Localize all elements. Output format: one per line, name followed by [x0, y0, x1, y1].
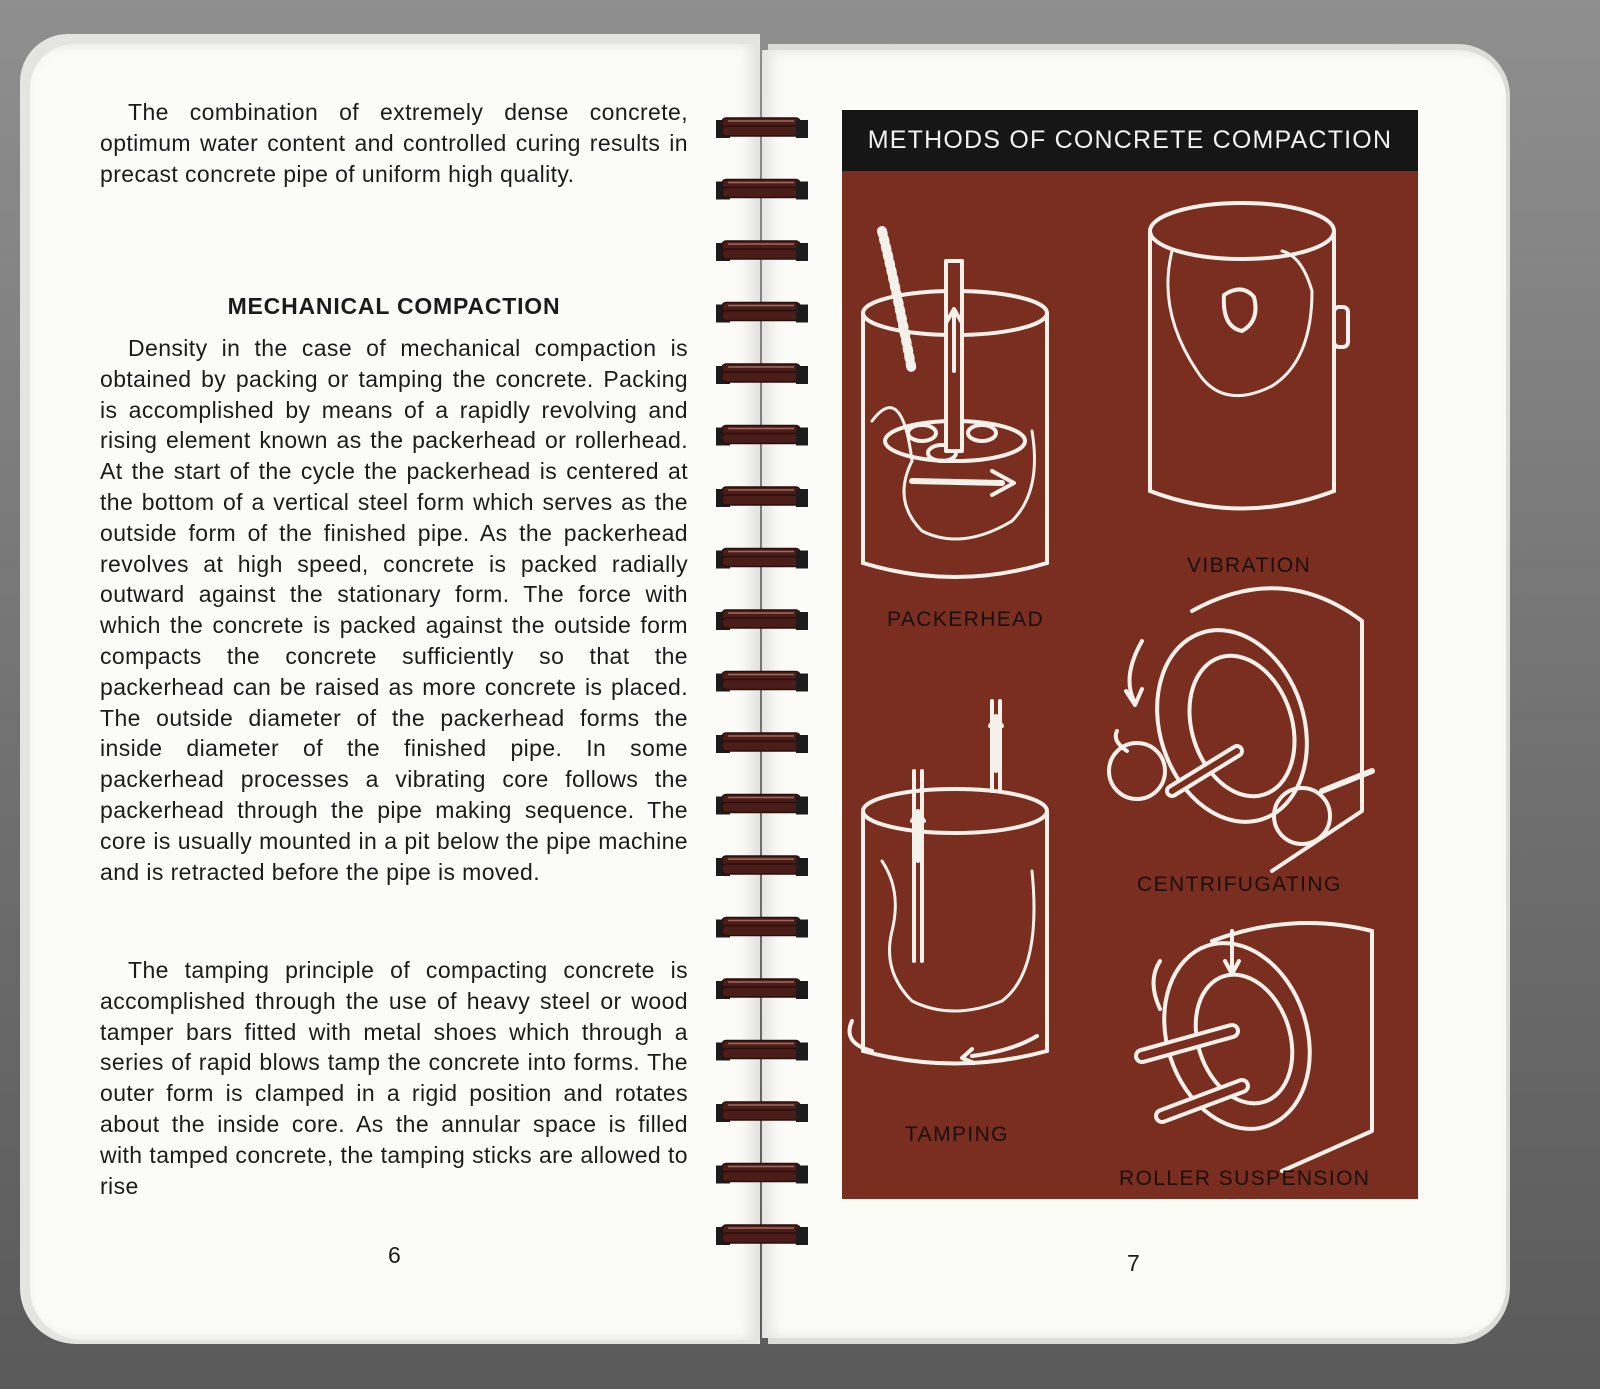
body-paragraph-tamping: The tamping principle of compacting concrete is accomplished through the use of heavy steel or wood tamper bars fitted with metal shoes which through a series of rapid blows tamp the concrete into forms. The outer form is clamped in a rigid position and rotates about the inside core. As the annular space is filled with tamped concrete, the tamping sticks are allowed to rise — [100, 957, 688, 1199]
spiral-coil — [716, 487, 808, 507]
illustration-canvas — [842, 171, 1418, 1199]
caption-roller-suspension: ROLLER SUSPENSION — [1119, 1167, 1371, 1190]
spiral-coil — [716, 610, 808, 630]
caption-tamping: TAMPING — [905, 1123, 1009, 1146]
packerhead-illustration — [863, 231, 1047, 577]
spiral-coil — [716, 795, 808, 815]
spiral-coil — [716, 918, 808, 938]
spiral-coil — [716, 426, 808, 446]
page-number-left: 6 — [388, 1242, 401, 1268]
caption-vibration: VIBRATION — [1187, 554, 1312, 577]
spiral-coil — [716, 549, 808, 569]
spiral-coil — [716, 180, 808, 200]
intro-paragraph: The combination of extremely dense concrete, optimum water content and controlled curing results in precast concrete pipe of uniform high quality. — [100, 99, 688, 187]
spiral-coil — [716, 733, 808, 753]
spiral-coil — [716, 1225, 808, 1245]
illustration-panel — [842, 171, 1418, 1199]
caption-centrifugating: CENTRIFUGATING — [1137, 873, 1342, 896]
page-number-right: 7 — [1127, 1250, 1140, 1276]
centrifugating-illustration — [1109, 588, 1372, 871]
spiral-coil — [716, 672, 808, 692]
spiral-coil — [716, 1164, 808, 1184]
section-heading: MECHANICAL COMPACTION — [227, 293, 561, 319]
spiral-coil — [716, 979, 808, 999]
spiral-coil — [716, 364, 808, 384]
roller-suspension-illustration — [1141, 923, 1372, 1171]
spiral-coil — [716, 118, 808, 138]
spiral-coil — [716, 856, 808, 876]
spiral-coil — [716, 303, 808, 323]
body-paragraph-packing: Density in the case of mechanical compaction is obtained by packing or tamping the concrete. Packing is accomplished by means of a rapidly revolving and rising element known as the packerhead or rollerhead. At the start of the cycle the packerhead is centered at the bottom of a vertical steel form which serves as the outside form of the finished pipe. As the packerhead revolves at high speed, concrete is packed radially outward against the stationary form. The force with which the concrete is packed against the outside form compacts the concrete sufficiently so that the packerhead can be raised as more concrete is placed. The outside diameter of the packerhead forms the inside diameter of the finished pipe. In some packerhead processes a vibrating core follows the packerhead through the pipe making sequence. The core is usually mounted in a pit below the pipe machine and is retracted before the pipe is moved. — [100, 335, 688, 885]
caption-packerhead: PACKERHEAD — [887, 608, 1045, 631]
spiral-binding — [716, 110, 828, 1270]
spiral-coil — [716, 1041, 808, 1061]
spiral-coil — [716, 1102, 808, 1122]
spiral-coil — [716, 241, 808, 261]
vibration-illustration — [1150, 203, 1348, 509]
page-title: METHODS OF CONCRETE COMPACTION — [842, 110, 1418, 171]
tamping-illustration — [850, 701, 1048, 1064]
